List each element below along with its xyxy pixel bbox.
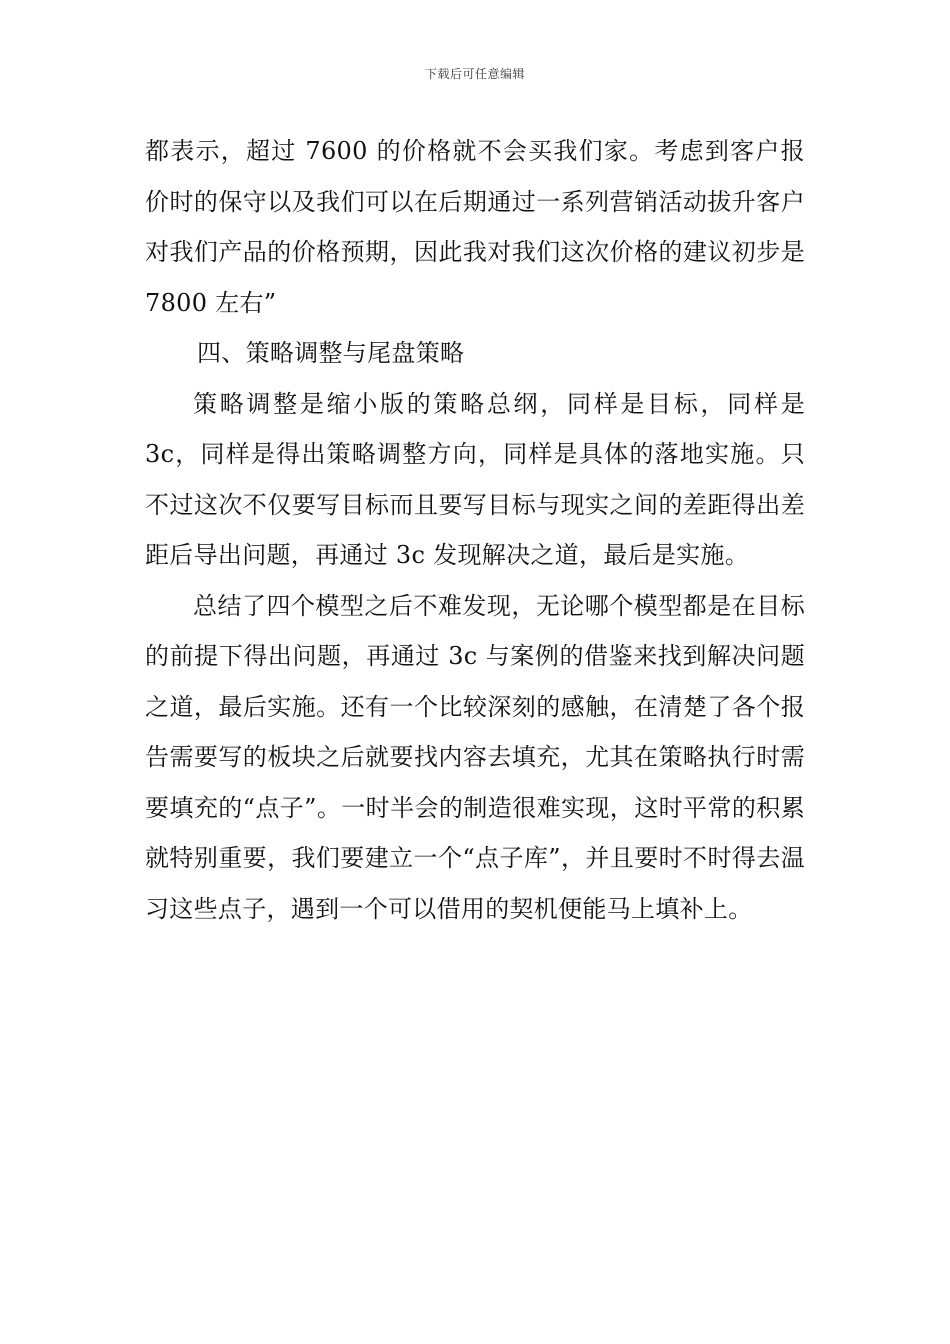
document-body	[145, 126, 813, 934]
section-heading-strategy-adjustment: 四、策略调整与尾盘策略	[197, 339, 465, 367]
paragraph-price-suggestion: 都表示，超过 7600 的价格就不会买我们家。考虑到客户报价时的保守以及我们可以在后期通过一系列营销活动拔升客户对我们产品的价格预期，因此我对我们这次价格的建议初步是 7800 左右”	[145, 137, 813, 317]
paragraph-summary: 总结了四个模型之后不难发现，无论哪个模型都是在目标的前提下得出问题，再通过 3c 与案例的借鉴来找到解决问题之道，最后实施。还有一个比较深刻的感触，在清楚了各个报告需要写的板块之后就要找内容去填充，尤其在策略执行时需要填充的“点子”。一时半会的制造很难实现，这时平常的积累就特别重要，我们要建立一个“点子库”，并且要时不时得去温习这些点子，遇到一个可以借用的契机便能马上填补上。	[145, 591, 805, 923]
paragraph-strategy-adjustment: 策略调整是缩小版的策略总纲，同样是目标，同样是 3c，同样是得出策略调整方向，同样是具体的落地实施。只不过这次不仅要写目标而且要写目标与现实之间的差距得出差距后导出问题，再通过 3c 发现解决之道，最后是实施。	[145, 389, 813, 569]
page-header-note: 下载后可任意编辑	[424, 67, 525, 81]
